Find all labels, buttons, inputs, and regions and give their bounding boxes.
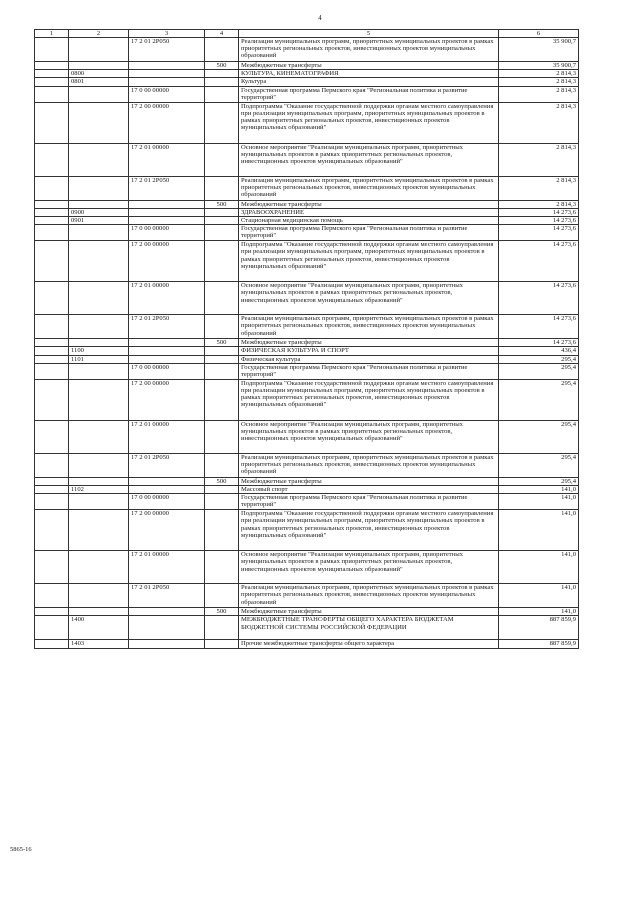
- cell-section-code: [69, 420, 129, 453]
- cell-expense-type: [205, 70, 239, 78]
- cell-expense-type: 500: [205, 200, 239, 208]
- cell-name: Межбюджетные трансферты: [239, 62, 499, 70]
- cell-name: Государственная программа Пермского края "Региональная политика и развитие территорий": [239, 363, 499, 379]
- cell-section-code: [69, 225, 129, 241]
- cell-name: ЗДРАВООХРАНЕНИЕ: [239, 208, 499, 216]
- table-row: [35, 486, 579, 494]
- cell-name: Государственная программа Пермского края "Региональная политика и развитие территорий": [239, 86, 499, 102]
- cell-amount: 14 273,6: [499, 315, 579, 339]
- cell-number: [35, 143, 69, 176]
- cell-expense-type: [205, 584, 239, 608]
- cell-target-article: 17 2 01 2Р050: [129, 453, 205, 477]
- cell-number: [35, 38, 69, 62]
- cell-expense-type: [205, 551, 239, 584]
- cell-name: Подпрограмма "Оказание государственной поддержки органам местного самоуправления при реализации муниципальных программ, приоритетных муниципальных проектов в рамках приоритетных региональных проектов, инвестиционных проектов муниципальных образований": [239, 379, 499, 420]
- cell-name: КУЛЬТУРА, КИНЕМАТОГРАФИЯ: [239, 70, 499, 78]
- cell-number: [35, 200, 69, 208]
- cell-section-code: [69, 282, 129, 315]
- cell-name: Прочие межбюджетные трансферты общего характера: [239, 640, 499, 648]
- cell-target-article: [129, 608, 205, 616]
- cell-number: [35, 347, 69, 355]
- cell-target-article: [129, 616, 205, 640]
- cell-target-article: 17 2 00 00000: [129, 241, 205, 282]
- cell-amount: 141,0: [499, 486, 579, 494]
- cell-target-article: [129, 217, 205, 225]
- cell-amount: 2 814,3: [499, 200, 579, 208]
- cell-number: [35, 102, 69, 143]
- cell-expense-type: [205, 363, 239, 379]
- cell-expense-type: [205, 102, 239, 143]
- cell-name: Основное мероприятие "Реализация муниципальных программ, приоритетных муниципальных проектов в рамках приоритетных региональных проектов, инвестиционных проектов муниципальных образований": [239, 551, 499, 584]
- cell-expense-type: [205, 510, 239, 551]
- cell-amount: 141,0: [499, 510, 579, 551]
- cell-name: Основное мероприятие "Реализация муниципальных программ, приоритетных муниципальных проектов в рамках приоритетных региональных проектов, инвестиционных проектов муниципальных образований": [239, 420, 499, 453]
- cell-target-article: 17 0 00 00000: [129, 86, 205, 102]
- cell-number: [35, 453, 69, 477]
- cell-section-code: [69, 551, 129, 584]
- cell-target-article: [129, 70, 205, 78]
- table-row: [35, 70, 579, 78]
- cell-section-code: [69, 176, 129, 200]
- cell-expense-type: [205, 208, 239, 216]
- cell-amount: 2 814,3: [499, 70, 579, 78]
- table-row: [35, 143, 579, 176]
- table-row: [35, 208, 579, 216]
- cell-number: [35, 363, 69, 379]
- cell-name: Стационарная медицинская помощь: [239, 217, 499, 225]
- cell-amount: 141,0: [499, 494, 579, 510]
- cell-section-code: [69, 477, 129, 485]
- cell-expense-type: 500: [205, 339, 239, 347]
- cell-amount: 295,4: [499, 420, 579, 453]
- cell-expense-type: [205, 347, 239, 355]
- cell-target-article: [129, 355, 205, 363]
- table-row: [35, 640, 579, 648]
- cell-amount: 2 814,3: [499, 176, 579, 200]
- cell-amount: 14 273,6: [499, 339, 579, 347]
- column-header-2: 2: [69, 30, 129, 38]
- cell-name: Подпрограмма "Оказание государственной поддержки органам местного самоуправления при реализации муниципальных программ, приоритетных муниципальных проектов в рамках приоритетных региональных проектов, инвестиционных проектов муниципальных образований": [239, 241, 499, 282]
- cell-amount: 14 273,6: [499, 208, 579, 216]
- cell-section-code: 1102: [69, 486, 129, 494]
- cell-expense-type: [205, 315, 239, 339]
- page-number: 4: [318, 14, 322, 22]
- cell-number: [35, 86, 69, 102]
- cell-expense-type: [205, 143, 239, 176]
- cell-expense-type: [205, 486, 239, 494]
- cell-expense-type: [205, 616, 239, 640]
- cell-amount: 295,4: [499, 477, 579, 485]
- table-row: [35, 339, 579, 347]
- cell-target-article: [129, 62, 205, 70]
- cell-section-code: 1400: [69, 616, 129, 640]
- cell-section-code: 0901: [69, 217, 129, 225]
- cell-target-article: 17 2 01 2Р050: [129, 38, 205, 62]
- cell-section-code: [69, 241, 129, 282]
- cell-amount: 14 273,6: [499, 241, 579, 282]
- table-row: [35, 616, 579, 640]
- table-row: [35, 176, 579, 200]
- table-row: [35, 584, 579, 608]
- cell-name: Культура: [239, 78, 499, 86]
- column-header-6: 6: [499, 30, 579, 38]
- cell-target-article: 17 2 00 00000: [129, 102, 205, 143]
- cell-number: [35, 584, 69, 608]
- cell-section-code: 0801: [69, 78, 129, 86]
- cell-number: [35, 640, 69, 648]
- cell-amount: 295,4: [499, 355, 579, 363]
- cell-amount: 887 859,9: [499, 640, 579, 648]
- table-row: [35, 102, 579, 143]
- cell-number: [35, 608, 69, 616]
- table-row: [35, 78, 579, 86]
- table-row: [35, 355, 579, 363]
- cell-amount: 14 273,6: [499, 282, 579, 315]
- table-row: [35, 225, 579, 241]
- cell-expense-type: [205, 379, 239, 420]
- table-row: [35, 38, 579, 62]
- table-row: [35, 200, 579, 208]
- cell-number: [35, 551, 69, 584]
- cell-name: Межбюджетные трансферты: [239, 200, 499, 208]
- cell-number: [35, 78, 69, 86]
- cell-section-code: 0800: [69, 70, 129, 78]
- table-row: [35, 241, 579, 282]
- cell-name: Подпрограмма "Оказание государственной поддержки органам местного самоуправления при реализации муниципальных программ, приоритетных муниципальных проектов в рамках приоритетных региональных проектов, инвестиционных проектов муниципальных образований": [239, 102, 499, 143]
- cell-target-article: 17 2 00 00000: [129, 379, 205, 420]
- cell-section-code: [69, 363, 129, 379]
- cell-target-article: [129, 477, 205, 485]
- cell-section-code: [69, 608, 129, 616]
- footer-code: 5865-16: [10, 846, 32, 853]
- cell-expense-type: [205, 640, 239, 648]
- cell-section-code: [69, 38, 129, 62]
- cell-amount: 295,4: [499, 379, 579, 420]
- cell-number: [35, 282, 69, 315]
- cell-target-article: 17 0 00 00000: [129, 494, 205, 510]
- cell-amount: 295,4: [499, 453, 579, 477]
- cell-target-article: [129, 78, 205, 86]
- table-row: [35, 86, 579, 102]
- cell-name: Реализация муниципальных программ, приоритетных муниципальных проектов в рамках приоритетных региональных проектов, инвестиционных проектов муниципальных образований: [239, 315, 499, 339]
- cell-expense-type: [205, 453, 239, 477]
- table-row: [35, 608, 579, 616]
- cell-number: [35, 176, 69, 200]
- cell-name: МЕЖБЮДЖЕТНЫЕ ТРАНСФЕРТЫ ОБЩЕГО ХАРАКТЕРА БЮДЖЕТАМ БЮДЖЕТНОЙ СИСТЕМЫ РОССИЙСКОЙ ФЕДЕРАЦИИ: [239, 616, 499, 640]
- cell-name: Основное мероприятие "Реализация муниципальных программ, приоритетных муниципальных проектов в рамках приоритетных региональных проектов, инвестиционных проектов муниципальных образований": [239, 282, 499, 315]
- cell-amount: 2 814,3: [499, 143, 579, 176]
- table-row: [35, 282, 579, 315]
- cell-section-code: [69, 494, 129, 510]
- cell-target-article: [129, 347, 205, 355]
- cell-section-code: [69, 200, 129, 208]
- cell-expense-type: [205, 241, 239, 282]
- cell-expense-type: [205, 225, 239, 241]
- cell-amount: 141,0: [499, 608, 579, 616]
- cell-number: [35, 339, 69, 347]
- cell-section-code: 0900: [69, 208, 129, 216]
- cell-section-code: [69, 453, 129, 477]
- cell-amount: 2 814,3: [499, 86, 579, 102]
- cell-name: ФИЗИЧЕСКАЯ КУЛЬТУРА И СПОРТ: [239, 347, 499, 355]
- column-header-4: 4: [205, 30, 239, 38]
- table-row: [35, 347, 579, 355]
- cell-target-article: 17 2 01 00000: [129, 282, 205, 315]
- table-row: [35, 494, 579, 510]
- cell-target-article: [129, 200, 205, 208]
- cell-section-code: [69, 315, 129, 339]
- cell-target-article: 17 2 01 2Р050: [129, 315, 205, 339]
- cell-expense-type: [205, 176, 239, 200]
- column-header-1: 1: [35, 30, 69, 38]
- cell-number: [35, 477, 69, 485]
- cell-target-article: [129, 640, 205, 648]
- cell-name: Реализация муниципальных программ, приоритетных муниципальных проектов в рамках приоритетных региональных проектов, инвестиционных проектов муниципальных образований: [239, 38, 499, 62]
- cell-amount: 35 900,7: [499, 62, 579, 70]
- cell-number: [35, 70, 69, 78]
- cell-name: Реализация муниципальных программ, приоритетных муниципальных проектов в рамках приоритетных региональных проектов, инвестиционных проектов муниципальных образований: [239, 176, 499, 200]
- cell-section-code: [69, 102, 129, 143]
- cell-target-article: [129, 339, 205, 347]
- cell-section-code: [69, 86, 129, 102]
- cell-target-article: 17 0 00 00000: [129, 363, 205, 379]
- cell-amount: 2 814,3: [499, 102, 579, 143]
- cell-expense-type: [205, 78, 239, 86]
- cell-expense-type: [205, 38, 239, 62]
- cell-expense-type: [205, 494, 239, 510]
- cell-section-code: [69, 62, 129, 70]
- cell-name: Реализация муниципальных программ, приоритетных муниципальных проектов в рамках приоритетных региональных проектов, инвестиционных проектов муниципальных образований: [239, 584, 499, 608]
- cell-target-article: 17 2 01 2Р050: [129, 584, 205, 608]
- cell-section-code: [69, 510, 129, 551]
- header-row: [35, 30, 579, 38]
- cell-name: Межбюджетные трансферты: [239, 339, 499, 347]
- cell-number: [35, 420, 69, 453]
- cell-number: [35, 208, 69, 216]
- cell-name: Физическая культура: [239, 355, 499, 363]
- cell-name: Государственная программа Пермского края "Региональная политика и развитие территорий": [239, 225, 499, 241]
- cell-amount: 295,4: [499, 363, 579, 379]
- cell-name: Межбюджетные трансферты: [239, 608, 499, 616]
- cell-name: Подпрограмма "Оказание государственной поддержки органам местного самоуправления при реализации муниципальных программ, приоритетных муниципальных проектов в рамках приоритетных региональных проектов, инвестиционных проектов муниципальных образований": [239, 510, 499, 551]
- cell-name: Межбюджетные трансферты: [239, 477, 499, 485]
- table-row: [35, 510, 579, 551]
- column-header-5: 5: [239, 30, 499, 38]
- cell-target-article: 17 2 00 00000: [129, 510, 205, 551]
- cell-number: [35, 315, 69, 339]
- cell-number: [35, 494, 69, 510]
- cell-section-code: [69, 379, 129, 420]
- cell-expense-type: [205, 420, 239, 453]
- cell-section-code: 1101: [69, 355, 129, 363]
- cell-amount: 14 273,6: [499, 225, 579, 241]
- cell-expense-type: [205, 86, 239, 102]
- cell-number: [35, 486, 69, 494]
- cell-amount: 887 859,9: [499, 616, 579, 640]
- table-row: [35, 62, 579, 70]
- cell-section-code: [69, 339, 129, 347]
- cell-target-article: [129, 208, 205, 216]
- cell-expense-type: 500: [205, 62, 239, 70]
- cell-name: Основное мероприятие "Реализация муниципальных программ, приоритетных муниципальных проектов в рамках приоритетных региональных проектов, инвестиционных проектов муниципальных образований": [239, 143, 499, 176]
- cell-number: [35, 62, 69, 70]
- table-row: [35, 217, 579, 225]
- cell-expense-type: [205, 355, 239, 363]
- cell-amount: 141,0: [499, 551, 579, 584]
- cell-amount: 2 814,3: [499, 78, 579, 86]
- cell-expense-type: 500: [205, 608, 239, 616]
- cell-target-article: 17 2 01 00000: [129, 143, 205, 176]
- table-row: [35, 551, 579, 584]
- cell-number: [35, 241, 69, 282]
- cell-amount: 35 900,7: [499, 38, 579, 62]
- cell-number: [35, 379, 69, 420]
- table-body: [35, 38, 579, 649]
- table-row: [35, 420, 579, 453]
- cell-number: [35, 225, 69, 241]
- cell-expense-type: [205, 217, 239, 225]
- table-row: [35, 477, 579, 485]
- cell-target-article: [129, 486, 205, 494]
- cell-target-article: 17 0 00 00000: [129, 225, 205, 241]
- cell-number: [35, 217, 69, 225]
- cell-amount: 141,0: [499, 584, 579, 608]
- column-header-3: 3: [129, 30, 205, 38]
- cell-section-code: 1100: [69, 347, 129, 355]
- cell-name: Реализация муниципальных программ, приоритетных муниципальных проектов в рамках приоритетных региональных проектов, инвестиционных проектов муниципальных образований: [239, 453, 499, 477]
- cell-name: Массовый спорт: [239, 486, 499, 494]
- cell-expense-type: [205, 282, 239, 315]
- cell-section-code: 1403: [69, 640, 129, 648]
- cell-target-article: 17 2 01 00000: [129, 420, 205, 453]
- table-row: [35, 379, 579, 420]
- table-row: [35, 363, 579, 379]
- cell-section-code: [69, 584, 129, 608]
- cell-number: [35, 355, 69, 363]
- cell-target-article: 17 2 01 2Р050: [129, 176, 205, 200]
- table-row: [35, 315, 579, 339]
- cell-amount: 14 273,6: [499, 217, 579, 225]
- cell-section-code: [69, 143, 129, 176]
- cell-name: Государственная программа Пермского края "Региональная политика и развитие территорий": [239, 494, 499, 510]
- table-row: [35, 453, 579, 477]
- cell-amount: 436,4: [499, 347, 579, 355]
- cell-number: [35, 616, 69, 640]
- budget-table: [34, 29, 579, 649]
- cell-number: [35, 510, 69, 551]
- cell-target-article: 17 2 01 00000: [129, 551, 205, 584]
- cell-expense-type: 500: [205, 477, 239, 485]
